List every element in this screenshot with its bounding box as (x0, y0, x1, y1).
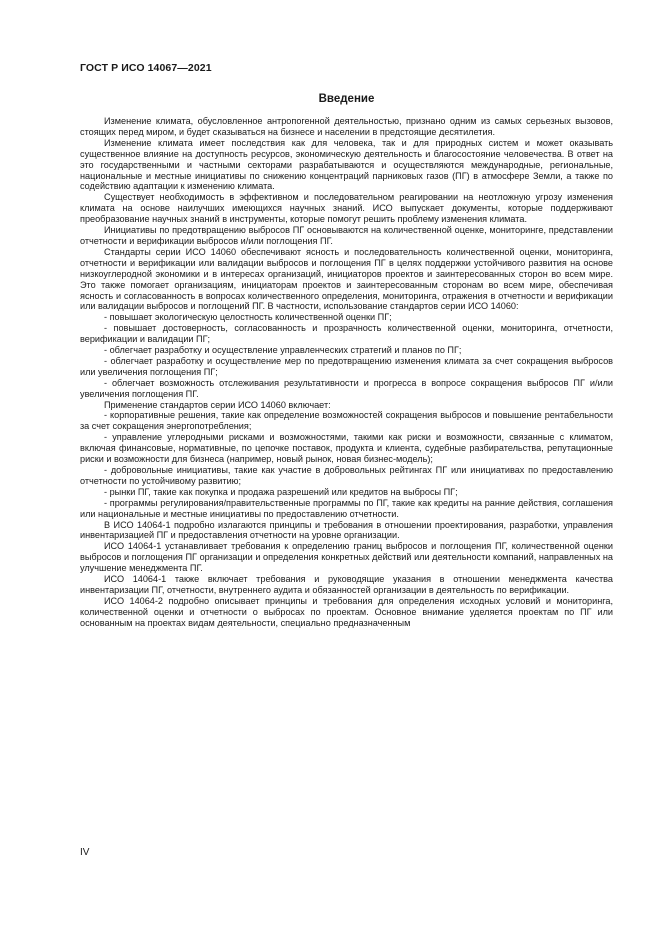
list-item: - управление углеродными рисками и возможностями, такими как риски и возможности, связанные с климатом, включая финансовые, нормативные, по цепочке поставок, продукта и клиента, судебные разбирательства, репутационные риски и возможности для бизнеса (например, новый рынок, новая бизнес-модель); (80, 432, 613, 465)
page-number: IV (80, 847, 90, 858)
paragraph: Инициативы по предотвращению выбросов ПГ основываются на количественной оценке, мониторинге, представлении отчетности и верификации выбросов и/или поглощения ПГ. (80, 225, 613, 246)
paragraph: Изменение климата имеет последствия как для человека, так и для природных систем и может оказывать существенное влияние на доступность ресурсов, экономическую деятельность и благосостояние человечества. В ответ на это государственными и частными секторами разрабатываются и осуществляются международные, региональные, национальные и местные инициативы по снижению концентраций парниковых газов (ПГ) в атмосфере Земли, а также по содействию адаптации к изменению климата. (80, 137, 613, 192)
list-item: - облегчает возможность отслеживания результативности и прогресса в вопросе сокращения выбросов ПГ и/или увеличения поглощения ПГ. (80, 377, 613, 399)
paragraph: Существует необходимость в эффективном и последовательном реагировании на неотложную угрозу изменения климата на основе наилучших имеющихся научных знаний. ИСО выпускает документы, которые поддерживают преобразование научных знаний в инструменты, которые помогут решить проблему изменения климата. (80, 192, 613, 225)
paragraph: Применение стандартов серии ИСО 14060 включает: (104, 399, 331, 410)
document-header: ГОСТ Р ИСО 14067—2021 (80, 62, 212, 74)
list-item: - корпоративные решения, такие как определение возможностей сокращения выбросов и повышение рентабельности за счет сокращения энергопотребления; (80, 410, 613, 432)
list-item: - программы регулирования/правительственные программы по ПГ, такие как кредиты на ранние действия, соглашения или национальные и местные инициативы по предоставлению отчетности. (80, 497, 613, 519)
document-body (80, 116, 613, 629)
list-item: - повышает экологическую целостность количественной оценки ПГ; (104, 312, 392, 323)
paragraph: Изменение климата, обусловленное антропогенной деятельностью, признано одним из самых серьезных вызовов, стоящих перед миром, и будет сказываться на бизнесе и населении в предстоящие десятилетия. (80, 116, 613, 137)
paragraph: Стандарты серии ИСО 14060 обеспечивают ясность и последовательность количественной оценки, мониторинга, отчетности и верификации или валидации выбросов и поглощения ПГ в целях поддержки устойчивого развития на основе низкоуглеродной экономики и в интересах организаций, инициаторов проектов и заинтересованных сторон во всем мире. Это также помогает организациям, инициаторам проектов и заинтересованным сторонам во всем мире, обеспечивая ясность и согласованность в вопросах количественного определения, мониторинга, отражения в отчетности и верификации или валидации выбросов и поглощений ПГ. В частности, использование стандартов серии ИСО 14060: (80, 246, 613, 312)
list-item: - добровольные инициативы, такие как участие в добровольных рейтингах ПГ или инициативах по предоставлению отчетности по устойчивому развитию; (80, 465, 613, 486)
list-item: - повышает достоверность, согласованность и прозрачность количественной оценки, мониторинга, отчетности, верификации и валидации ПГ; (80, 323, 613, 345)
paragraph: ИСО 14064-1 устанавливает требования к определению границ выбросов и поглощения ПГ, количественной оценки выбросов и поглощения ПГ организации и определения конкретных действий или деятельности компаний, направленных на улучшение менеджмента ПГ. (80, 541, 613, 574)
paragraph: ИСО 14064-1 также включает требования и руководящие указания в отношении менеджмента качества инвентаризации ПГ, отчетности, внутреннего аудита и обязанностей организации в деятельность по верификации. (80, 574, 613, 595)
paragraph: В ИСО 14064-1 подробно излагаются принципы и требования в отношении проектирования, разработки, управления инвентаризацией ПГ и предоставления отчетности на уровне организации. (80, 519, 613, 541)
paragraph: ИСО 14064-2 подробно описывает принципы и требования для определения исходных условий и мониторинга, количественной оценки и отчетности о выбросах по проектам. Основное внимание уделяется проектам по ПГ или основанным на проектах видам деятельности, специально предназначенным (80, 595, 613, 628)
section-title: Введение (318, 93, 375, 105)
list-item: - облегчает разработку и осуществление мер по предотвращению изменения климата за счет сокращения выбросов или увеличения поглощения ПГ; (80, 355, 613, 377)
list-item: - рынки ПГ, такие как покупка и продажа разрешений или кредитов на выбросы ПГ; (104, 486, 458, 497)
list-item: - облегчает разработку и осуществление управленческих стратегий и планов по ПГ; (104, 345, 462, 356)
